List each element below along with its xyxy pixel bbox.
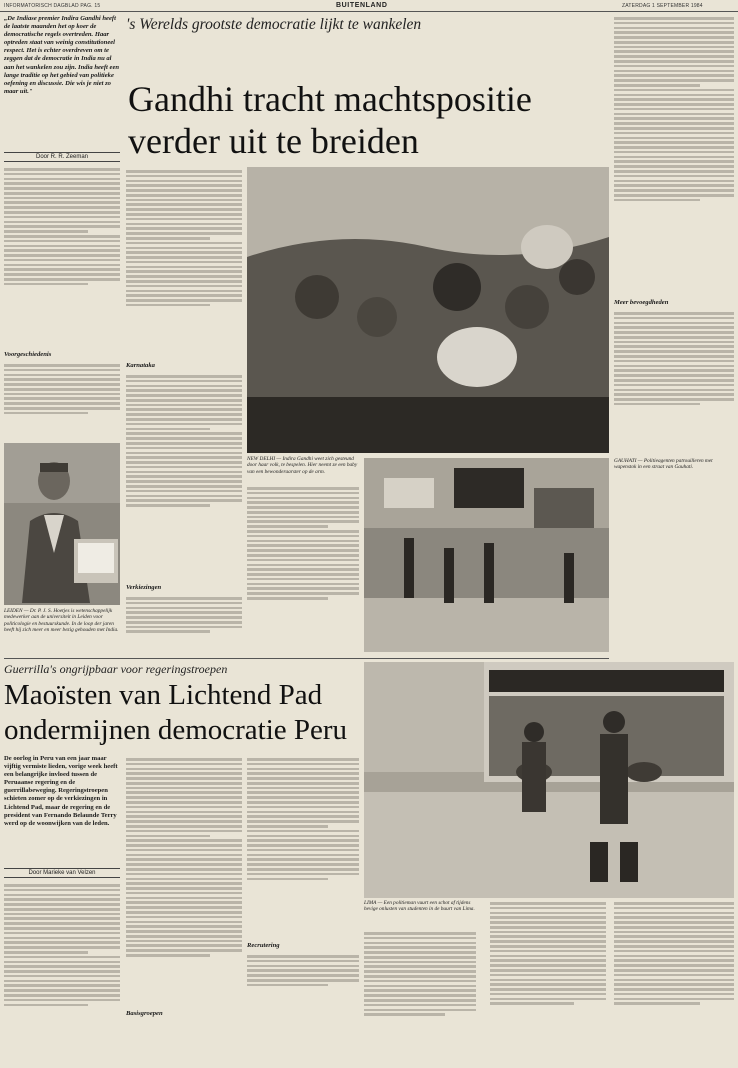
article2-body-col3 [247,756,359,942]
subhead-voorgeschiedenis: Voorgeschiedenis [4,351,52,358]
portrait-illustration [4,443,120,605]
article1-headline-line1: Gandhi tracht machtspositie [128,79,532,119]
photo-lima [364,662,734,898]
article1-body-col2 [126,168,242,360]
article1-body-col3 [247,485,359,655]
article1-body-col2b [126,373,242,568]
article2-body-col4 [364,930,476,1064]
article1-byline: Door R. R. Zeeman [4,152,120,162]
article1-lead-quote: „De Indiase premier Indira Gandhi heeft de laatste maanden het op koer de democratische regels overtreden. Haar optreden staat van weinig constitutioneel respect. Het is echter overdreven om te zeggen dat de democratie in India nu al aan het wankelen zou zijn. India heeft een lange traditie op het gebied van politieke oefening en discussie. Die wis je niet zo maar uit." [4,15,120,95]
article2-byline: Door Marieke van Velzen [4,868,120,878]
article2-body-col6 [614,900,734,1064]
street-illustration [364,458,609,652]
article1-headline-line2: verder uit te breiden [128,121,419,161]
header-rule [0,11,738,12]
article-separator [4,658,609,659]
caption-leiden: LEIDEN — Dr. P. J. S. Hoetjes is wetenschappelijk medewerker aan de universiteit in Leiden voor politicologie en bestuurskunde. In de loop der jaren heeft hij zich meer en meer bezig gehouden met India. [4,608,119,634]
article2-body-col3b [247,953,359,1007]
subhead-meer-bevoegdheden: Meer bevoegdheden [614,299,669,306]
article1-body-col1 [4,166,120,370]
article2-headline-line2: ondermijnen democratie Peru [4,714,348,746]
article1-body-col4b [614,310,734,455]
caption-gauhati: GAUHATI — Politieagenten patrouilleren met wapenstok in een straat van Gauhati. [614,458,713,471]
article1-body-col2c [126,595,242,655]
article2-kicker: Guerrilla's ongrijpbaar voor regeringstroepen [4,662,228,676]
riot-illustration [364,662,734,898]
photo-hoetjes [4,443,120,605]
article1-body-col1b [4,362,120,437]
article2-headline-line1: Maoïsten van Lichtend Pad [4,679,323,711]
subhead-karnataka: Karnataka [126,362,155,369]
article1-body-col4 [614,15,734,297]
running-head-right: ZATERDAG 1 SEPTEMBER 1984 [622,3,703,9]
crowd-illustration [247,167,609,453]
subhead-basisgroepen: Basisgroepen [126,1010,163,1017]
section-title: BUITENLAND [336,2,388,9]
photo-gauhati [364,458,609,652]
article2-body-col2 [126,756,242,1064]
article2-body-col5 [490,900,606,1064]
photo-new-delhi [247,167,609,453]
article2-body-col1 [4,882,120,1064]
article2-lead: De oorlog in Peru van een jaar maar vijftig vermiste lieden, vorige week heeft een belangrijke invloed tussen de Peruaanse regering en de guerrillabeweging. Regeringstroepen schieten zomer op de verkiezingen in Lichtend Pad, maar de regering en de president van Fernando Belaunde Terry werd op de woonwijken van de leden. [4,755,118,827]
subhead-verkiezingen: Verkiezingen [126,584,162,591]
running-head-left: INFORMATORISCH DAGBLAD PAG. 15 [4,3,101,9]
caption-new-delhi: NEW DELHI — Indira Gandhi weet zich gesteund door haar volk, te bespelen. Hier neemt ze een baby van een bewonderaarster op de arm. [247,456,358,475]
caption-lima: LIMA — Een politieman vuurt een schot af tijdens hevige onlusten van studenten in de buurt van Lima. [364,900,475,913]
subhead-recrutering: Recrutering [247,942,280,949]
article1-kicker: 's Werelds grootste democratie lijkt te wankelen [126,16,422,33]
